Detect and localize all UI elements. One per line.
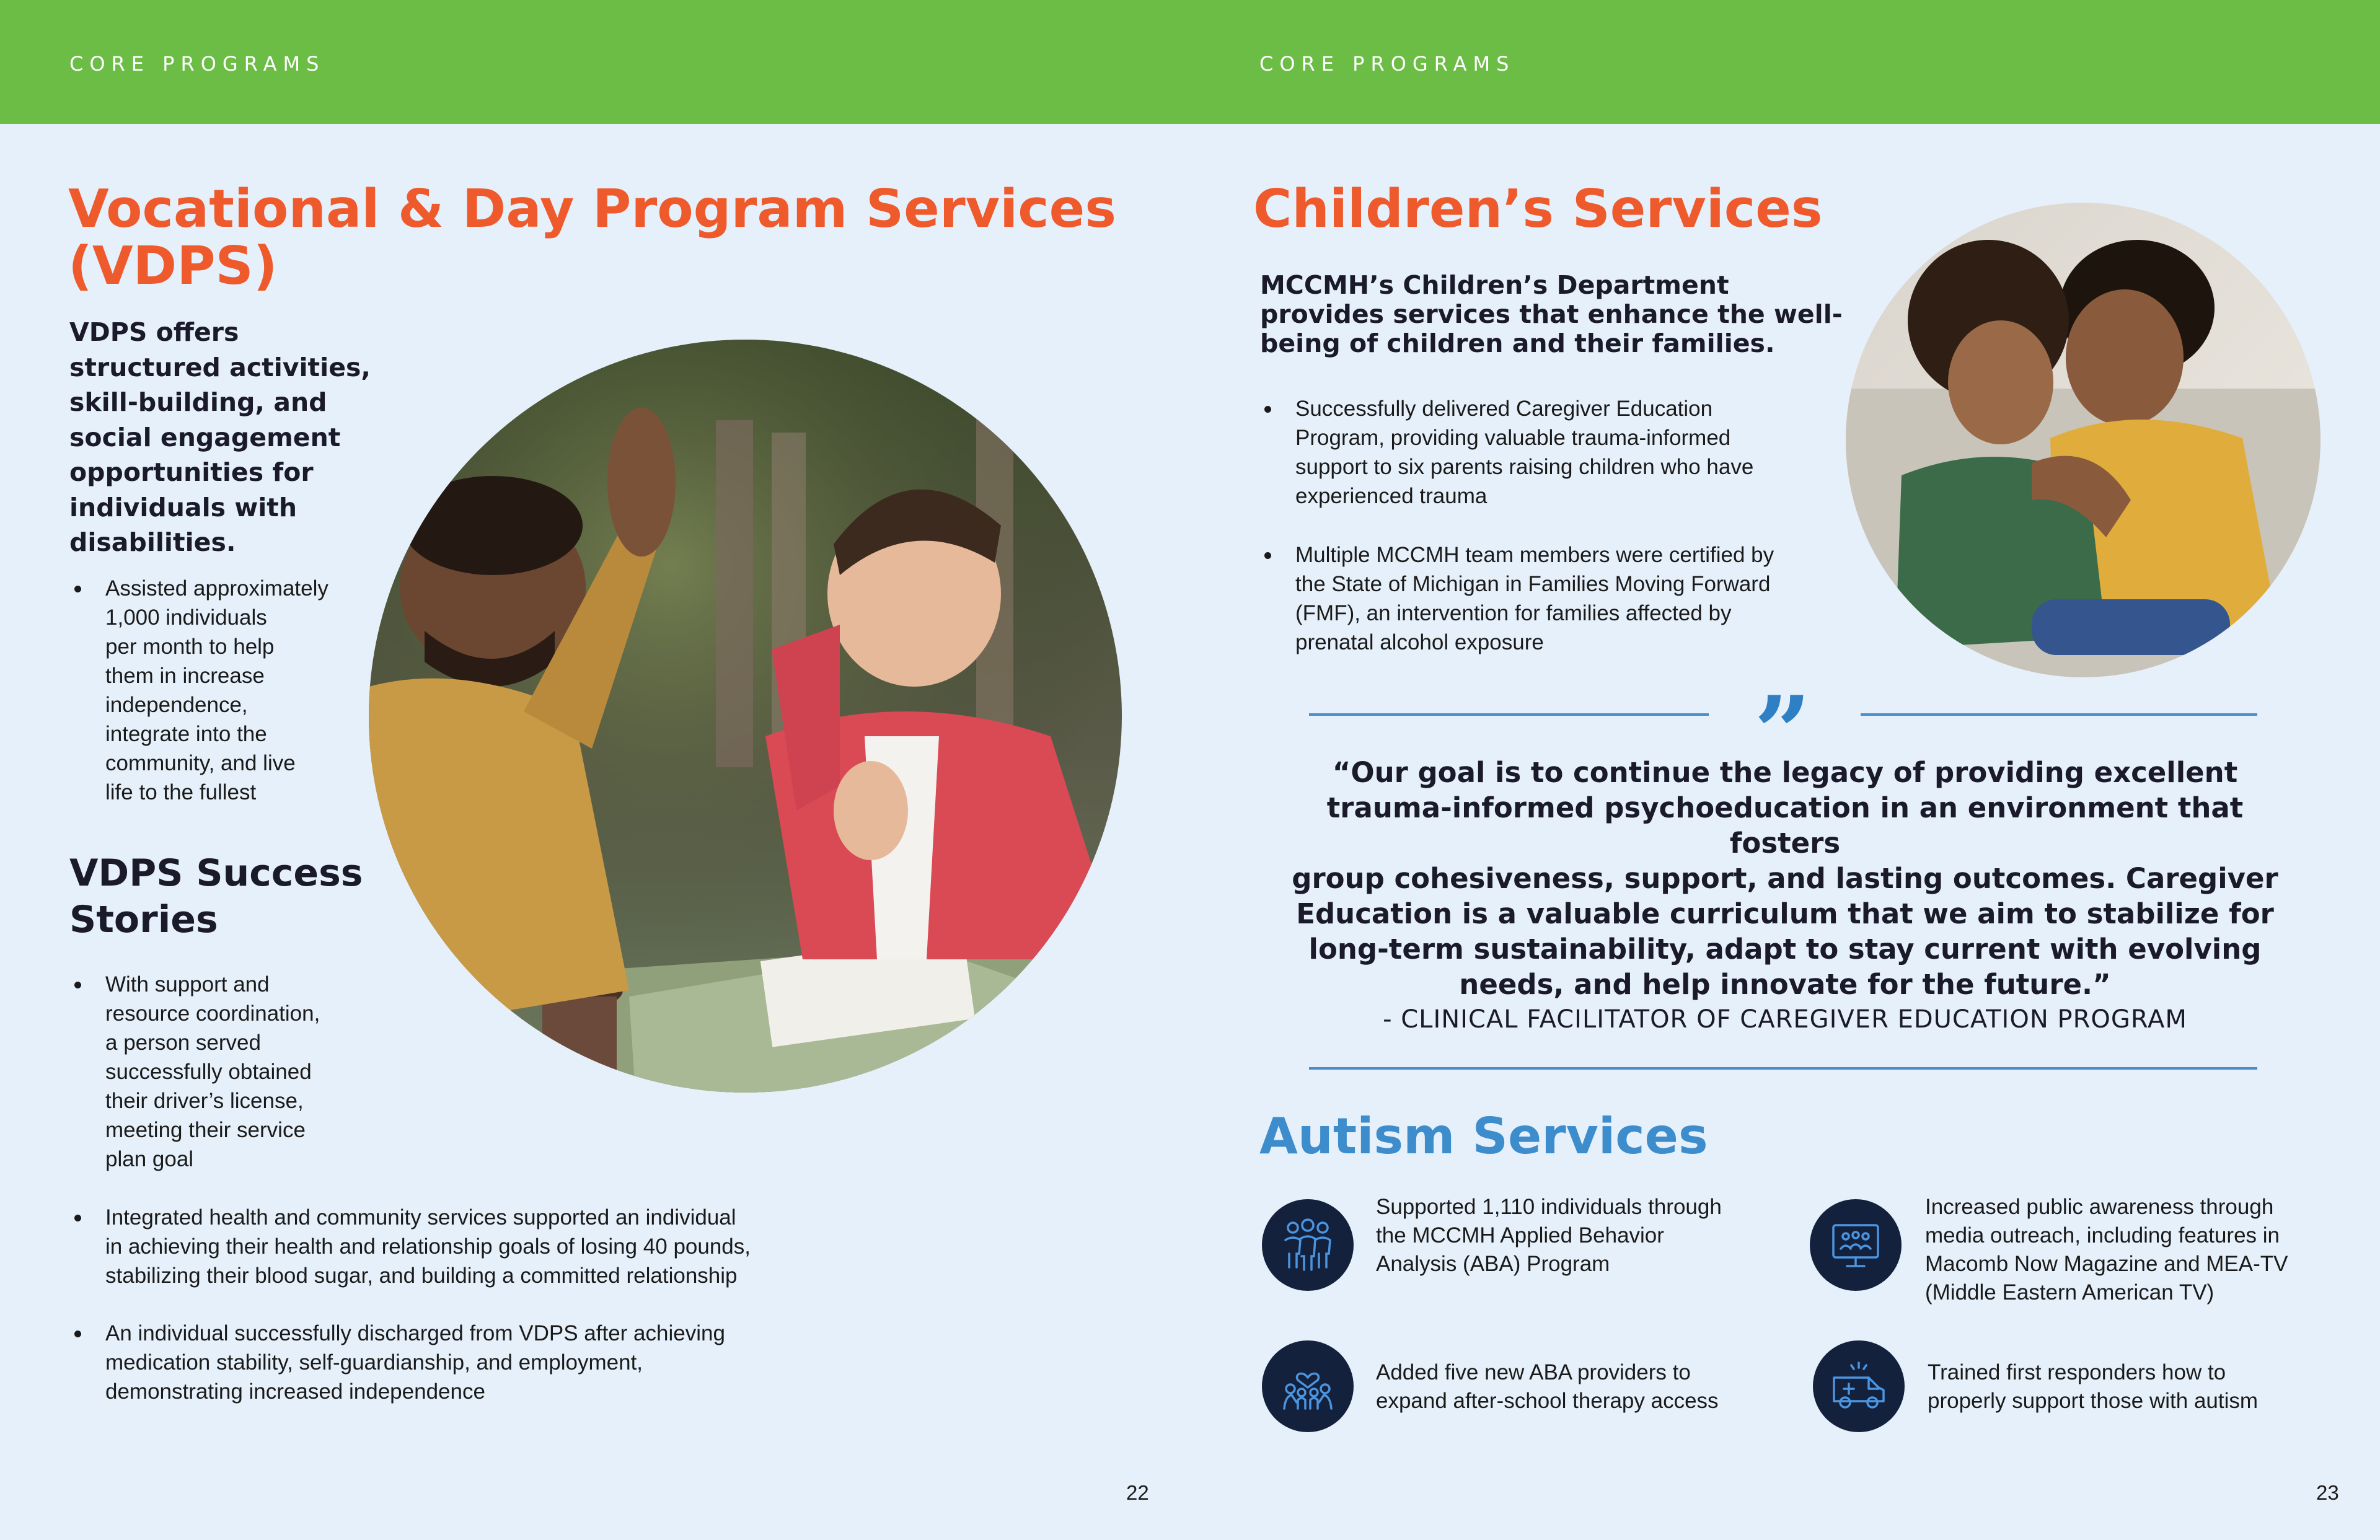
autism-title: Autism Services [1259,1107,1708,1165]
children-bullets [1261,394,1774,657]
list-item: Assisted approximately 1,000 individuals per month to help them in increase independence, integrate into the community, and live life to the fullest [71,574,328,807]
quote-mark-icon: ” [1754,674,1812,791]
children-title: Children’s Services [1253,178,1823,240]
list-item: An individual successfully discharged from VDPS after achieving medication stability, self-guardianship, and employment, demonstrating increased independence [71,1319,751,1406]
quote-divider-left [1309,713,1709,716]
page-number-right: 23 [2316,1481,2339,1504]
quote-divider-right [1861,713,2257,716]
autism-item-3: Added five new ABA providers to expand after-school therapy access [1376,1360,1719,1413]
ambulance-icon [1813,1340,1905,1432]
section-label-left: CORE PROGRAMS [69,52,325,76]
vdps-story-list-2 [71,1203,751,1406]
vdps-title [68,178,1116,297]
page-number-left: 22 [1126,1481,1149,1504]
caring-hands-heart-icon [1262,1340,1354,1432]
quote-text: “Our goal is to continue the legacy of providing excellent trauma-informed psychoeducation in an environment that fosters group cohesiveness, support, and lasting outcomes. Caregiver Education is a valuable curriculum that we aim to stabilize for long-term sustainability, adapt to stay current with evolving needs, and help innovate for the future.” [1292,756,2278,1001]
autism-item-1: Supported 1,110 individuals through the MCCMH Applied Behavior Analysis (ABA) Program [1376,1195,1722,1276]
presentation-screen-icon [1810,1199,1902,1291]
quote-attribution: - CLINICAL FACILITATOR OF CAREGIVER EDUCATION PROGRAM [1383,1005,2187,1034]
group-people-icon [1262,1199,1354,1291]
quote-divider-bottom [1309,1067,2257,1070]
vdps-intro: VDPS offers structured activities, skill-building, and social engagement opportunities for individuals with disabilities. [69,317,371,557]
vdps-success-title: VDPS Success Stories [69,851,363,941]
vdps-title-line: (VDPS) [68,235,278,297]
list-item: Multiple MCCMH team members were certified by the State of Michigan in Families Moving Forward (FMF), an intervention for families affected by prenatal alcohol exposure [1261,540,1774,657]
list-item: With support and resource coordination, a person served successfully obtained their driver’s license, meeting their service plan goal [71,970,320,1174]
children-photo [1846,203,2320,677]
children-intro: MCCMH’s Children’s Department provides services that enhance the well- being of children and their families. [1260,270,1843,358]
autism-item-2: Increased public awareness through media outreach, including features in Macomb Now Magazine and MEA-TV (Middle Eastern American TV) [1925,1195,2288,1305]
list-item: Integrated health and community services supported an individual in achieving their health and relationship goals of losing 40 pounds, stabilizing their blood sugar, and building a committed relationship [71,1203,751,1290]
section-label-right: CORE PROGRAMS [1259,52,1515,76]
autism-item-4: Trained first responders how to properly support those with autism [1928,1360,2259,1413]
vdps-story-list [71,970,320,1174]
vdps-photo [369,340,1122,1093]
vdps-title-line: Vocational & Day Program Services [68,178,1116,240]
header-bar [0,0,2380,124]
list-item: Successfully delivered Caregiver Education Program, providing valuable trauma-informed support to six parents raising children who have experienced trauma [1261,394,1774,511]
vdps-bullets [71,574,328,807]
